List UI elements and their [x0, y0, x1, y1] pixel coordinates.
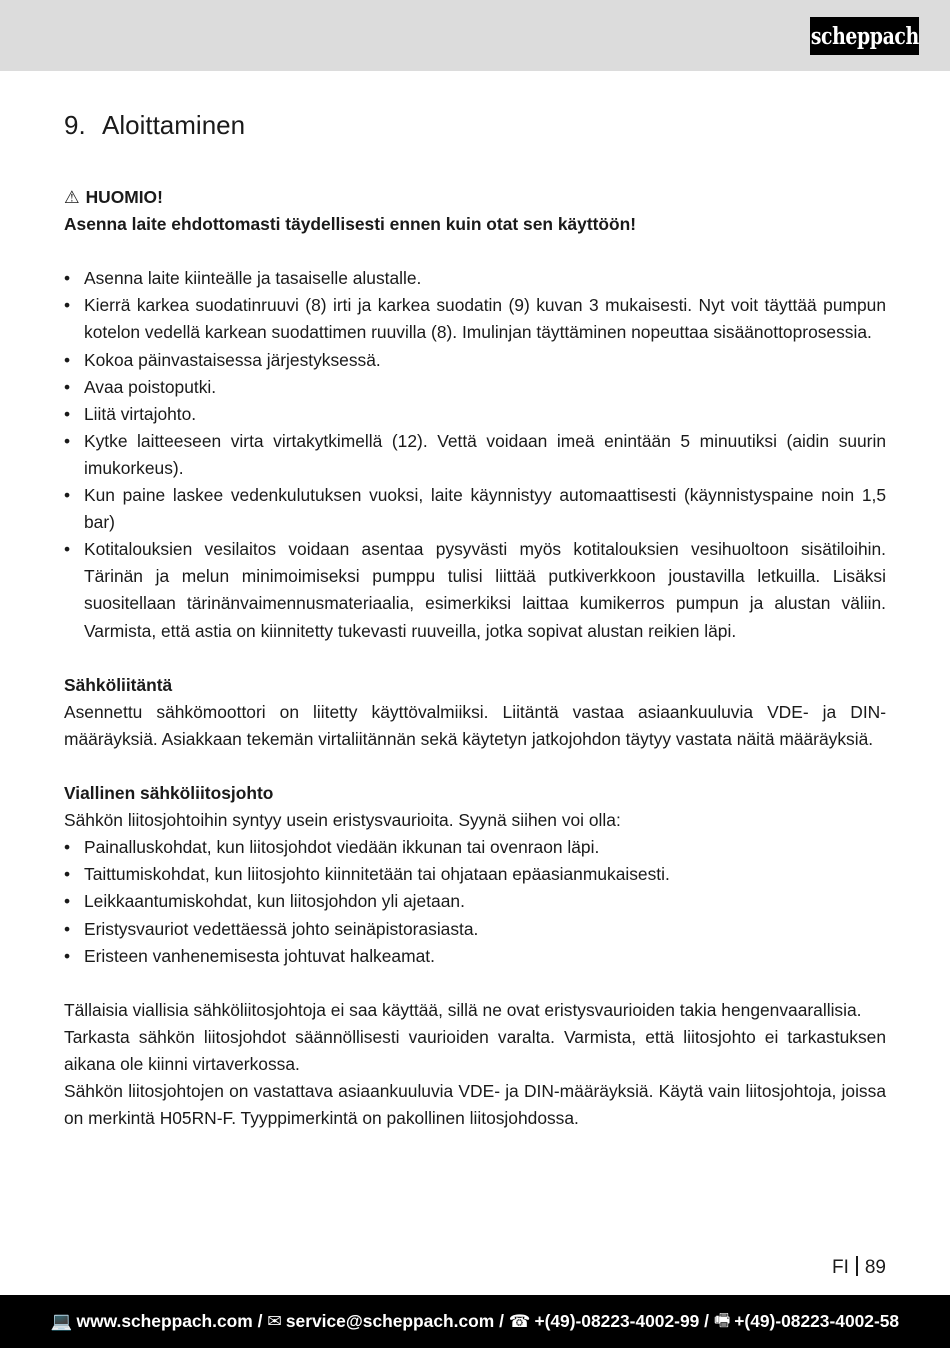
page-separator: [856, 1256, 858, 1276]
defective-cable-intro: Sähkön liitosjohtoihin syntyy usein eristysvaurioita. Syynä siihen voi olla:: [64, 810, 621, 831]
defective-paragraph-3: Sähkön liitosjohtojen on vastattava asiaankuuluvia VDE- ja DIN-määräyksiä. Käytä vain liitosjohtoja, joissa on merkintä H05RN-F. Tyyppimerkintä on pakollinen liitosjohdossa.: [64, 1081, 886, 1129]
section-title: Aloittaminen: [102, 110, 246, 140]
list-item: • Avaa poistoputki.: [64, 374, 886, 401]
list-item: • Kierrä karkea suodatinruuvi (8) irti ja karkea suodatin (9) kuvan 3 mukaisesti. Nyt voit täyttää pumpun kotelon vedellä karkean suodattimen ruuvilla (8). Imulinjan täyttäminen nopeuttaa sisäänottoprosessia.: [64, 292, 886, 346]
list-item: • Kotitalouksien vesilaitos voidaan asentaa pysyvästi myös kotitalouksien vesihuoltoon sisätiloihin. Tärinän ja melun minimoimiseksi pumppu tulisi liittää putkiverkkoon joustavilla letkuilla. Lisäksi suositellaan tärinänvaimennusmateriaalia, esimerkiksi laittaa kumikerros pumpun ja alustan väliin. Varmista, että astia on kiinnitetty tukevasti ruuveilla, jotka sopivat alustan reikien läpi.: [64, 536, 886, 644]
page-number-value: 89: [864, 1257, 886, 1278]
page-language: FI: [831, 1257, 849, 1278]
defective-paragraph-2: Tarkasta sähkön liitosjohdot säännöllisesti vaurioiden varalta. Varmista, että liitosjohto ei tarkastuksen aikana ole kiinni virtaverkossa.: [64, 1026, 886, 1074]
list-item: • Eristeen vanhenemisesta johtuvat halkeamat.: [64, 943, 886, 970]
installation-steps-list: [64, 265, 886, 644]
page-content: [64, 108, 886, 1132]
electrical-heading: Sähköliitäntä: [64, 674, 173, 695]
warning-triangle-icon: ⚠: [64, 187, 80, 207]
list-item: • Eristysvauriot vedettäessä johto seinäpistorasiasta.: [64, 916, 886, 943]
defective-causes-list: [64, 834, 886, 969]
footer-website[interactable]: www.scheppach.com: [76, 1311, 253, 1331]
list-item: • Taittumiskohdat, kun liitosjohto kiinnitetään tai ohjataan epäasianmukaisesti.: [64, 861, 886, 888]
footer-phone: +(49)-08223-4002-99: [534, 1311, 700, 1331]
list-item: • Liitä virtajohto.: [64, 401, 886, 428]
section-number: 9.: [64, 110, 86, 140]
footer-email[interactable]: service@scheppach.com: [285, 1311, 495, 1331]
electrical-text: Asennettu sähkömoottori on liitetty käyttövalmiiksi. Liitäntä vastaa asiaankuuluvia VDE- ja DIN-määräyksiä. Asiakkaan tekemän virtaliitännän sekä käytetyn jatkojohdon täytyy vastata näitä määräyksiä.: [64, 701, 886, 749]
section-heading: [64, 108, 886, 142]
warning-label-line: [64, 184, 886, 211]
scheppach-logo: scheppach: [810, 17, 919, 55]
list-item: • Kytke laitteeseen virta virtakytkimellä (12). Vettä voidaan imeä enintään 5 minuutiksi (aidin suurin imukorkeus).: [64, 428, 886, 482]
envelope-icon: ✉: [267, 1311, 282, 1331]
footer-separator: /: [704, 1311, 709, 1331]
contact-footer: [0, 1295, 950, 1348]
defective-cable-heading: Viallinen sähköliitosjohto: [64, 783, 274, 804]
telephone-icon: ☎: [508, 1311, 531, 1331]
list-item: • Asenna laite kiinteälle ja tasaiselle alustalle.: [64, 265, 886, 292]
defective-paragraph-1: Tällaisia viallisia sähköliitosjohtoja ei saa käyttää, sillä ne ovat eristysvaurioiden takia hengenvaarallisia.: [64, 999, 862, 1020]
footer-fax: +(49)-08223-4002-58: [734, 1311, 900, 1331]
warning-text: Asenna laite ehdottomasti täydellisesti ennen kuin otat sen käyttöön!: [64, 214, 637, 235]
laptop-icon: 💻: [50, 1311, 73, 1331]
list-item: • Painalluskohdat, kun liitosjohdot viedään ikkunan tai ovenraon läpi.: [64, 834, 886, 861]
footer-separator: /: [257, 1311, 263, 1331]
header-band: [0, 0, 950, 71]
fax-icon: 🖷: [713, 1309, 731, 1330]
list-item: • Kokoa päinvastaisessa järjestyksessä.: [64, 347, 886, 374]
page-number: [832, 1254, 886, 1282]
list-item: • Leikkaantumiskohdat, kun liitosjohdon yli ajetaan.: [64, 888, 886, 915]
footer-separator: /: [499, 1311, 504, 1331]
list-item: • Kun paine laskee vedenkulutuksen vuoksi, laite käynnistyy automaattisesti (käynnistyspaine noin 1,5 bar): [64, 482, 886, 536]
warning-label: HUOMIO!: [85, 187, 163, 207]
